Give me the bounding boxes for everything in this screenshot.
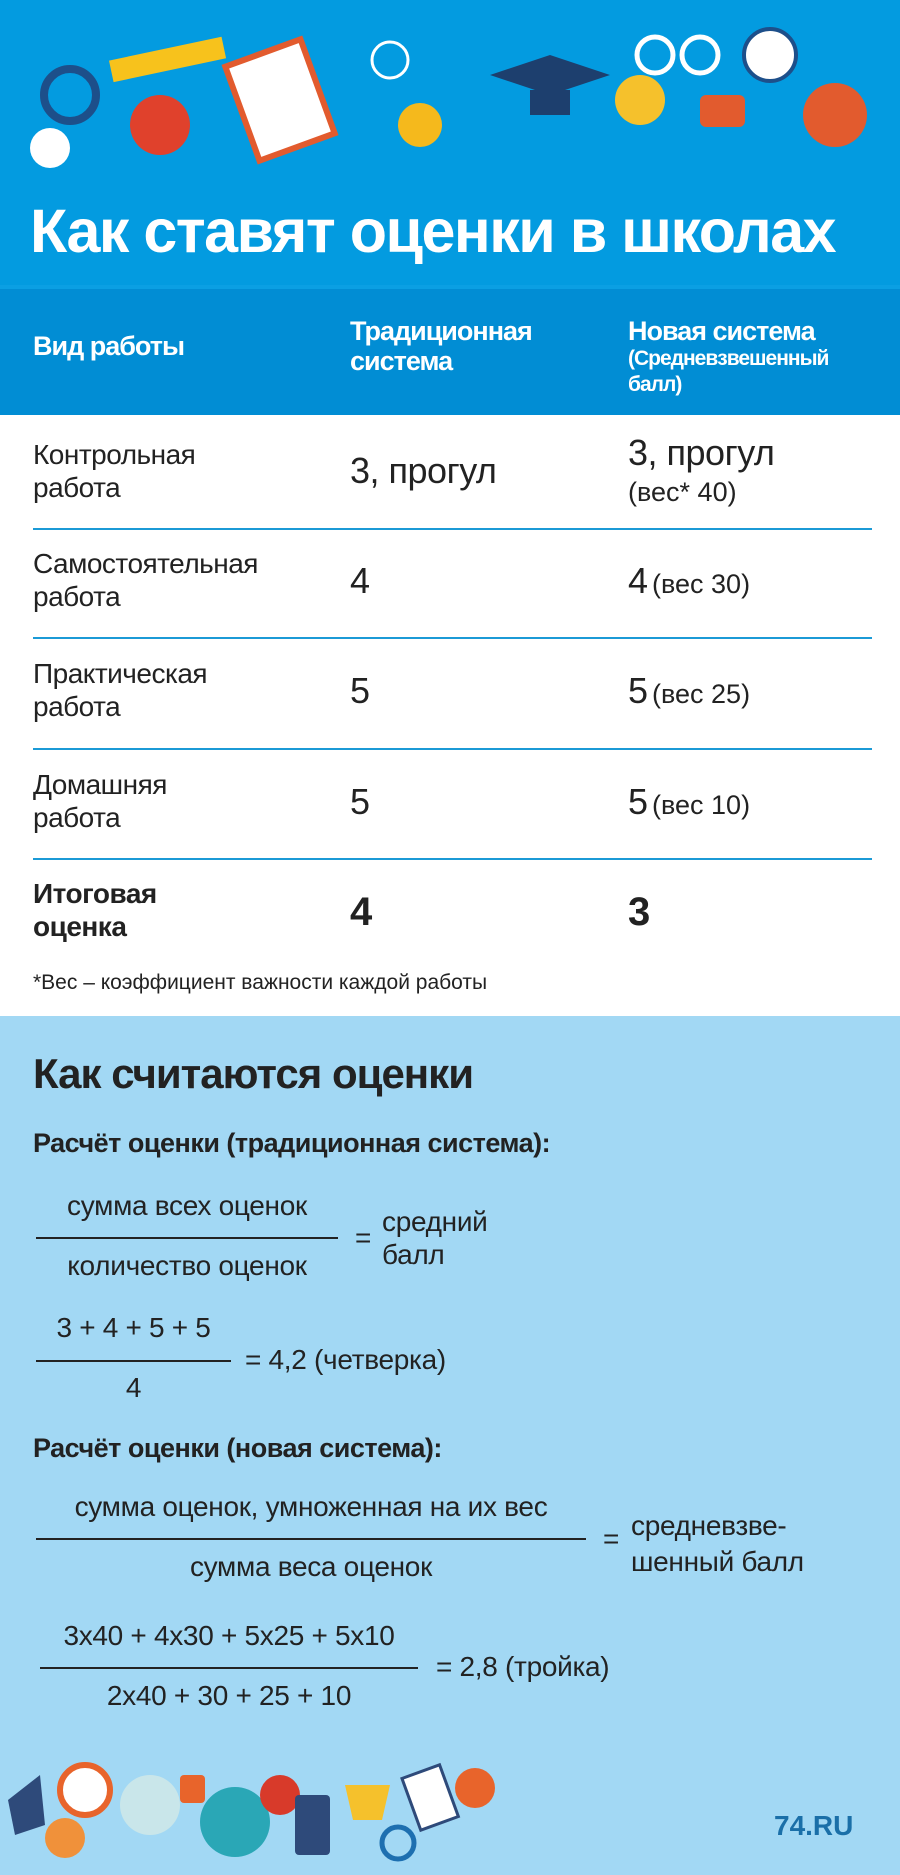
work-type: Контрольная работа: [33, 439, 196, 503]
new-grade: 3, прогул: [628, 432, 775, 473]
new-grade: 5: [628, 670, 648, 711]
header-work-type: Вид работы: [33, 331, 185, 361]
header-traditional: Традиционная система: [350, 316, 532, 376]
weight: (вес 10): [651, 790, 751, 820]
example-result: = 2,8 (тройка): [436, 1651, 610, 1682]
formula-result: средний балл: [382, 1206, 488, 1270]
header-banner: [0, 0, 900, 285]
example-numerator: 3 + 4 + 5 + 5: [56, 1312, 211, 1343]
traditional-grade: 4: [350, 560, 370, 601]
fraction-line: [36, 1360, 231, 1362]
work-type: Самостоятельная работа: [33, 548, 258, 612]
header-new: [628, 316, 858, 398]
new-grade: 4: [628, 560, 648, 601]
weight: (вес* 40): [628, 477, 737, 507]
fraction-line: [36, 1237, 338, 1239]
traditional-grade: 3, прогул: [350, 450, 497, 491]
example-numerator: 3x40 + 4x30 + 5x25 + 5x10: [63, 1620, 395, 1651]
row-divider: [33, 858, 872, 860]
fraction-line: [36, 1538, 586, 1540]
total-new: 3: [628, 890, 650, 934]
formula-result: средневзве-шенный балл: [631, 1510, 804, 1577]
row-divider: [33, 637, 872, 639]
formula-denominator: сумма веса оценок: [189, 1551, 433, 1582]
page-title: Как ставят оценки в школах: [30, 197, 836, 265]
table-header: [0, 285, 900, 415]
work-type: Практическая работа: [33, 658, 208, 722]
equals-sign: =: [603, 1523, 620, 1554]
grades-table: [0, 415, 900, 1016]
total-traditional: 4: [350, 890, 372, 934]
header-new-subtitle: (Средневзвешенный балл): [628, 347, 829, 396]
equals-sign: =: [355, 1222, 372, 1253]
footnote: *Вес – коэффициент важности каждой работы: [33, 971, 488, 994]
74ru-logo: 74.RU: [774, 1810, 854, 1841]
example-result: = 4,2 (четверка): [245, 1344, 446, 1375]
example-denominator: 2x40 + 30 + 25 + 10: [106, 1680, 352, 1711]
new-grade: 5: [628, 781, 648, 822]
formula-numerator: сумма всех оценок: [67, 1190, 307, 1221]
traditional-calc-title: Расчёт оценки (традиционная система):: [33, 1128, 551, 1158]
work-type: Домашняя работа: [33, 769, 167, 833]
traditional-grade: 5: [350, 670, 370, 711]
traditional-grade: 5: [350, 781, 370, 822]
weight: (вес 30): [651, 569, 751, 599]
formula-denominator: количество оценок: [67, 1250, 307, 1281]
school-icons-decoration: [0, 0, 900, 170]
formula-numerator: сумма оценок, умноженная на их вес: [74, 1491, 548, 1522]
row-divider: [33, 528, 872, 530]
new-calc-title: Расчёт оценки (новая система):: [33, 1433, 442, 1463]
example-denominator: 4: [125, 1372, 142, 1403]
fraction-line: [40, 1667, 418, 1669]
total-label: Итоговая оценка: [33, 878, 157, 942]
school-icons-footer-decoration: [0, 1740, 900, 1875]
section-title: Как считаются оценки: [33, 1050, 474, 1097]
weight: (вес 25): [651, 679, 751, 709]
row-divider: [33, 748, 872, 750]
header-new-title: Новая система: [628, 316, 815, 346]
